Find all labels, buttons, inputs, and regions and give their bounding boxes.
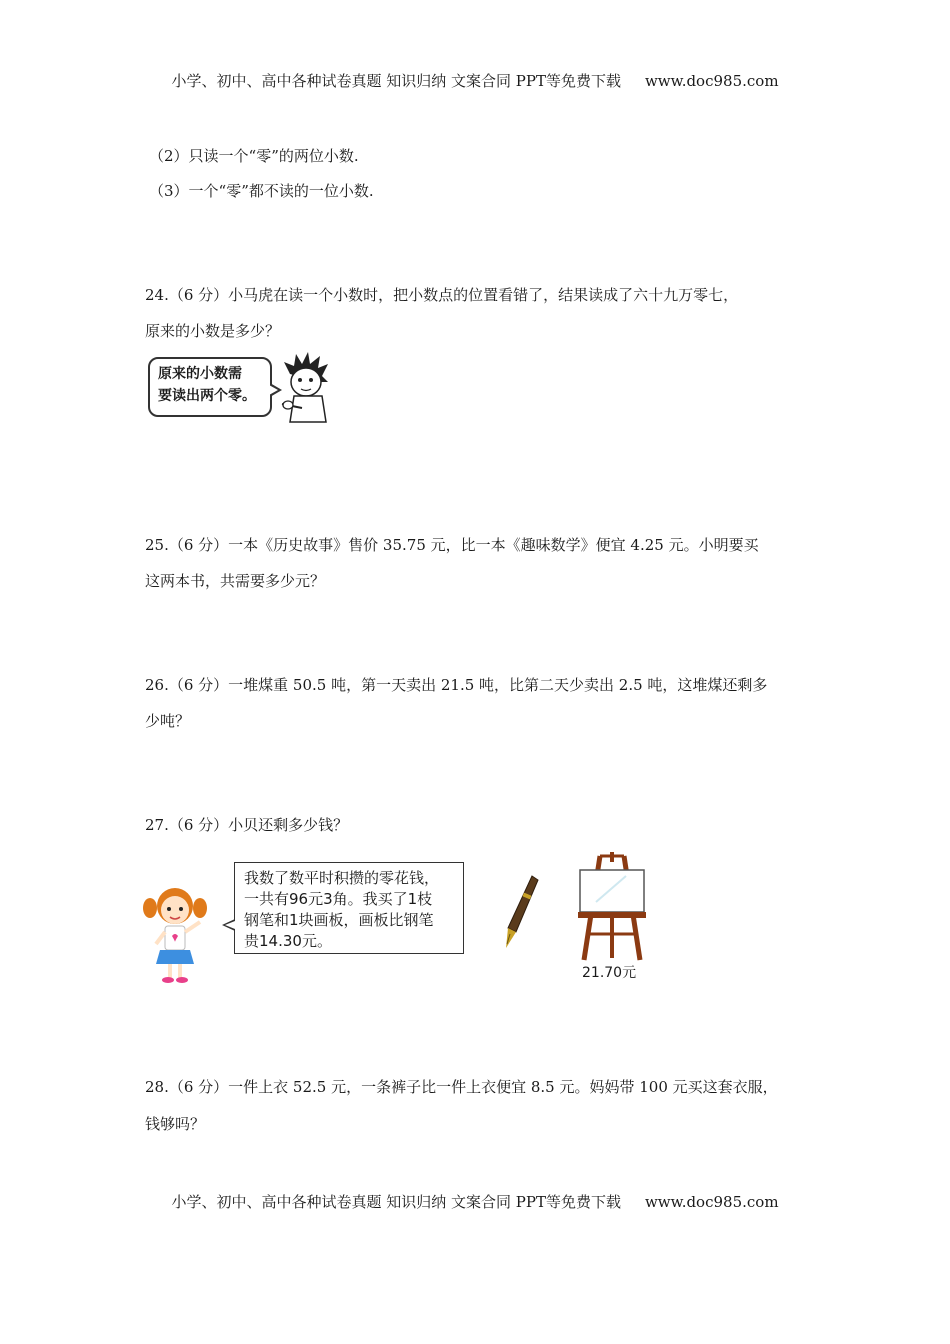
- header-site-link[interactable]: www.doc985.com: [644, 72, 779, 90]
- header-text: 小学、初中、高中各种试卷真题 知识归纳 文案合同 PPT等免费下载: [171, 72, 621, 90]
- footer-site-link[interactable]: www.doc985.com: [644, 1193, 779, 1211]
- q25-line-2: 这两本书，共需要多少元？: [145, 572, 326, 590]
- q24-bubble-line-2: 要读出两个零。: [158, 388, 256, 404]
- q24-line-2: 原来的小数是多少？: [145, 322, 281, 340]
- page-footer: [0, 1191, 950, 1212]
- q27-bubble-line-2: 一共有96元3角。我买了1枝: [244, 890, 433, 908]
- boy-illustration: [276, 352, 336, 424]
- q27-speech-bubble: [234, 862, 464, 954]
- q26-line-2: 少吨？: [145, 712, 191, 730]
- fountain-pen-icon: [496, 872, 540, 952]
- q27-line-1: 27.（6 分）小贝还剩多少钱？: [145, 816, 349, 834]
- page-header: [0, 70, 950, 91]
- prev-item-3: （3）一个“零”都不读的一位小数.: [149, 182, 374, 200]
- q26-line-1: 26.（6 分）一堆煤重 50.5 吨，第一天卖出 21.5 吨，比第二天少卖出 2.5 吨，这堆煤还剩多: [145, 676, 768, 694]
- q28-line-2: 钱够吗？: [145, 1115, 206, 1133]
- q24-line-1: 24.（6 分）小马虎在读一个小数时，把小数点的位置看错了，结果读成了六十九万零七，: [145, 286, 739, 304]
- q25-line-1: 25.（6 分）一本《历史故事》售价 35.75 元，比一本《趣味数学》便宜 4.25 元。小明要买: [145, 536, 759, 554]
- easel-drawing-board-icon: [576, 852, 648, 962]
- prev-item-2: （2）只读一个“零”的两位小数.: [149, 147, 359, 165]
- q27-bubble-line-3: 钢笔和1块画板，画板比钢笔: [244, 911, 434, 929]
- footer-text: 小学、初中、高中各种试卷真题 知识归纳 文案合同 PPT等免费下载: [171, 1193, 621, 1211]
- q27-bubble-line-1: 我数了数平时积攒的零花钱，: [244, 869, 440, 887]
- q27-bubble-line-4: 贵14.30元。: [244, 932, 332, 950]
- q28-line-1: 28.（6 分）一件上衣 52.5 元，一条裤子比一件上衣便宜 8.5 元。妈妈带 100 元买这套衣服，: [145, 1078, 778, 1096]
- girl-illustration: [142, 882, 208, 984]
- q24-bubble-line-1: 原来的小数需: [158, 366, 242, 382]
- drawing-board-price: 21.70元: [582, 965, 637, 981]
- q24-speech-bubble: [148, 357, 272, 417]
